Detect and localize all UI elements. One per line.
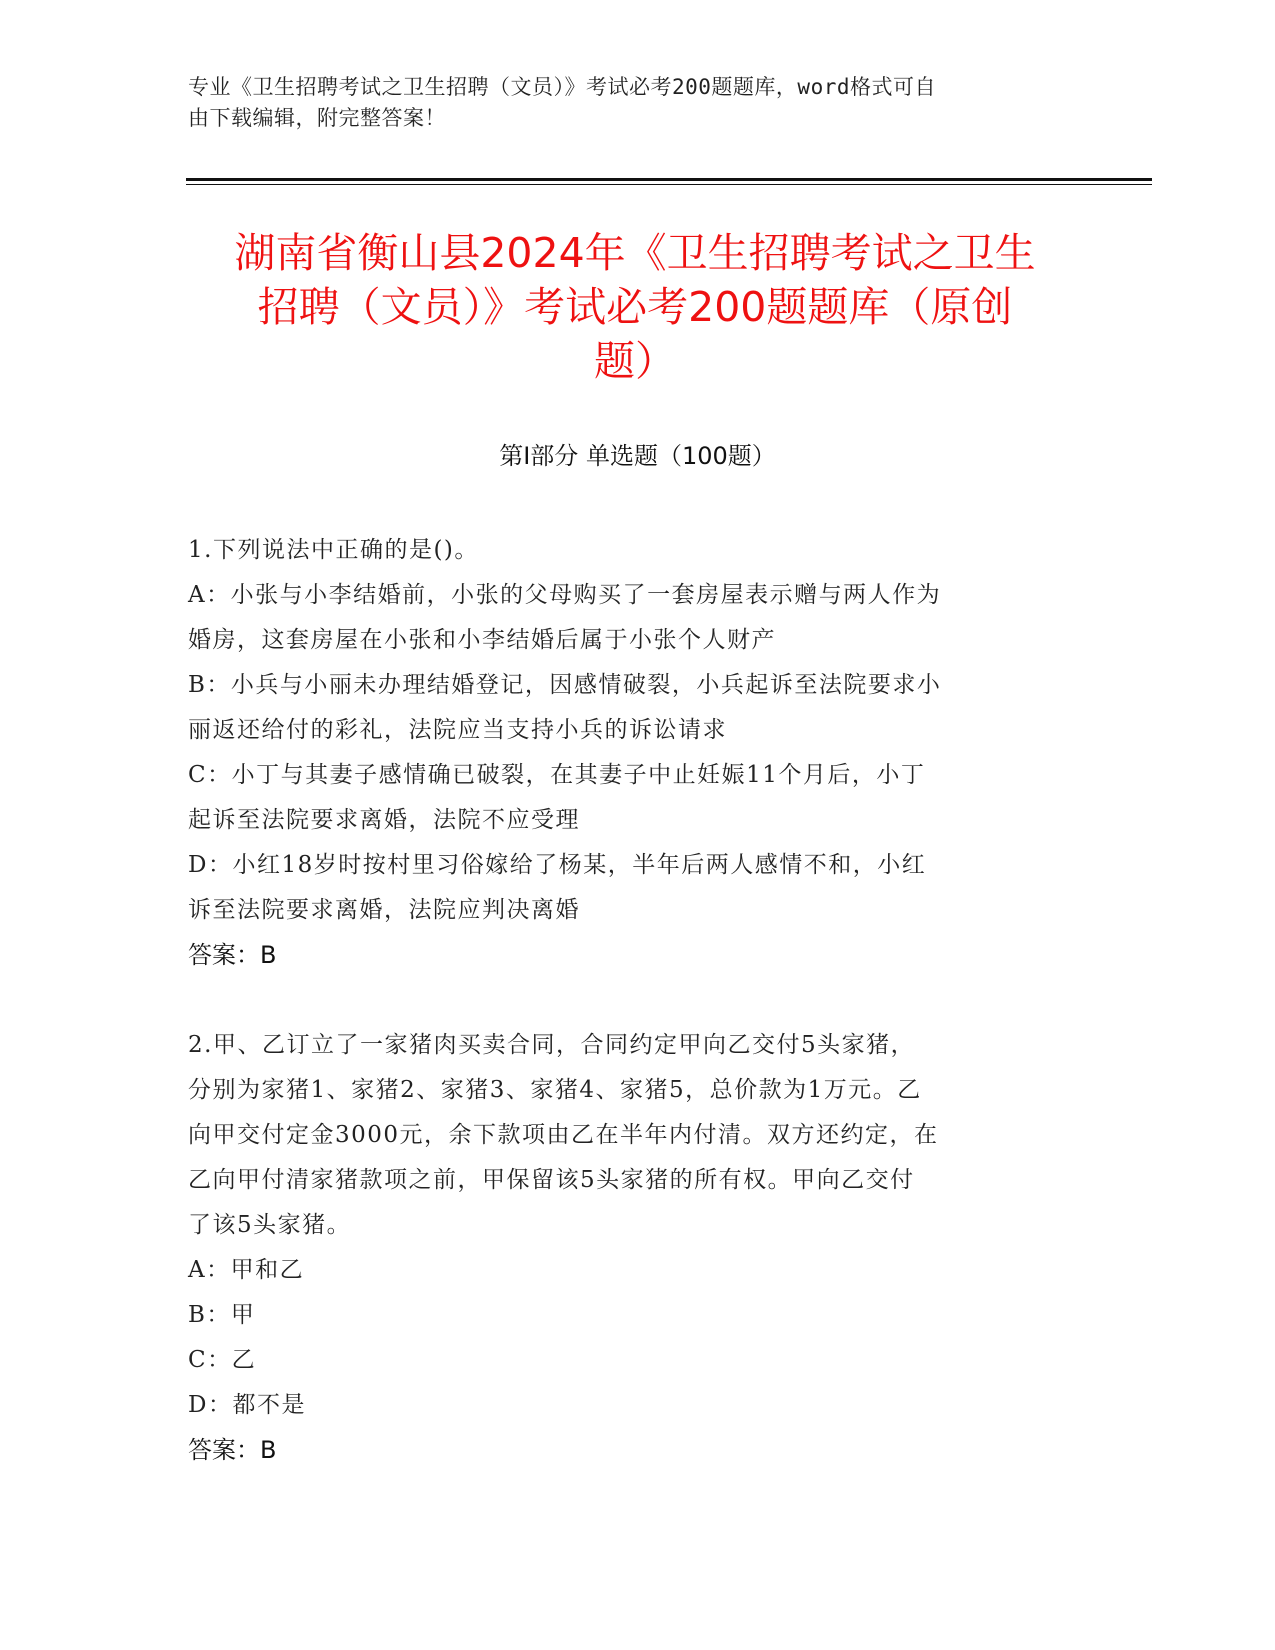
header-note bbox=[188, 72, 1068, 134]
question-stem-line: 乙向甲付清家猪款项之前，甲保留该5头家猪的所有权。甲向乙交付 bbox=[188, 1167, 915, 1193]
option-a bbox=[188, 1248, 1078, 1293]
option-b bbox=[188, 663, 1078, 753]
option-line: A：小张与小李结婚前，小张的父母购买了一套房屋表示赠与两人作为 bbox=[188, 582, 942, 608]
option-line: 丽返还给付的彩礼，法院应当支持小兵的诉讼请求 bbox=[188, 717, 727, 743]
question-list bbox=[188, 528, 1078, 1472]
header-divider-thick bbox=[186, 178, 1152, 181]
answer-label: 答案：B bbox=[188, 1436, 277, 1464]
question-stem-line: 2.甲、乙订立了一家猪肉买卖合同，合同约定甲向乙交付5头家猪， bbox=[188, 1032, 916, 1058]
header-note-line: 由下载编辑，附完整答案！ bbox=[188, 106, 446, 130]
option-line: 婚房，这套房屋在小张和小李结婚后属于小张个人财产 bbox=[188, 627, 776, 653]
option-a bbox=[188, 573, 1078, 663]
option-d bbox=[188, 843, 1078, 933]
option-c bbox=[188, 1338, 1078, 1383]
option-c bbox=[188, 753, 1078, 843]
option-line: C：小丁与其妻子感情确已破裂，在其妻子中止妊娠11个月后，小丁 bbox=[188, 762, 926, 788]
option-d bbox=[188, 1383, 1078, 1428]
title-line: 招聘（文员）》考试必考200题题库（原创 bbox=[257, 283, 1013, 331]
title-line: 湖南省衡山县2024年《卫生招聘考试之卫生 bbox=[234, 229, 1036, 277]
header-note-line: 专业《卫生招聘考试之卫生招聘（文员）》考试必考200题题库，word格式可自 bbox=[188, 75, 936, 99]
option-line: 诉至法院要求离婚，法院应判决离婚 bbox=[188, 897, 580, 923]
question-1 bbox=[188, 528, 1078, 977]
option-line: 起诉至法院要求离婚，法院不应受理 bbox=[188, 807, 580, 833]
section-heading: 第Ⅰ部分 单选题（100题） bbox=[499, 442, 776, 470]
title-line: 题） bbox=[594, 337, 676, 385]
option-b bbox=[188, 1293, 1078, 1338]
question-stem-line: 了该5头家猪。 bbox=[188, 1212, 352, 1238]
option-line: B：小兵与小丽未办理结婚登记，因感情破裂，小兵起诉至法院要求小 bbox=[188, 672, 942, 698]
option-line: C：乙 bbox=[188, 1347, 257, 1373]
answer-label: 答案：B bbox=[188, 941, 277, 969]
document-title bbox=[170, 226, 1100, 388]
option-line: A：甲和乙 bbox=[188, 1257, 305, 1283]
question-2 bbox=[188, 1023, 1078, 1472]
option-line: B：甲 bbox=[188, 1302, 256, 1328]
option-line: D：都不是 bbox=[188, 1392, 306, 1418]
question-stem-line: 分别为家猪1、家猪2、家猪3、家猪4、家猪5，总价款为1万元。乙 bbox=[188, 1077, 922, 1103]
question-stem-line: 1.下列说法中正确的是()。 bbox=[188, 537, 479, 563]
option-line: D：小红18岁时按村里习俗嫁给了杨某，半年后两人感情不和，小红 bbox=[188, 852, 927, 878]
question-stem-line: 向甲交付定金3000元，余下款项由乙在半年内付清。双方还约定，在 bbox=[188, 1122, 939, 1148]
header-divider-thin bbox=[186, 184, 1152, 185]
